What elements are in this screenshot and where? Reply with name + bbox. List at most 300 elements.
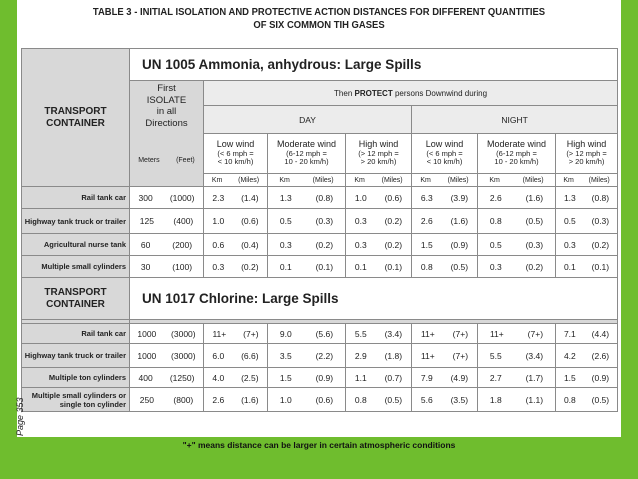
value-pair: [412, 373, 477, 383]
distance-cell: [556, 324, 618, 344]
km-value: 0.3: [354, 216, 367, 226]
km-unit: Km: [489, 176, 500, 184]
km-value: 0.8: [489, 216, 502, 226]
distance-cell: [412, 324, 478, 344]
meters-value: 300: [138, 192, 153, 203]
km-value: 2.6: [489, 192, 502, 203]
wind-label: Low wind: [216, 139, 255, 150]
protect-header: [204, 81, 618, 106]
table-row: [22, 234, 618, 256]
units-cell: [346, 174, 412, 187]
container-label: CONTAINER: [46, 298, 105, 310]
isolate-cell: [130, 256, 204, 278]
miles-unit: (Miles): [588, 176, 610, 184]
miles-value: (1.7): [525, 372, 544, 383]
km-value: 1.5: [279, 372, 292, 383]
units-cell: [268, 174, 346, 187]
km-value: 11+: [420, 350, 435, 361]
wind-range: 10 - 20 km/h): [494, 157, 539, 167]
miles-value: (0.5): [450, 261, 469, 272]
km-value: 1.0: [354, 192, 367, 203]
value-pair: [204, 262, 267, 272]
km-value: 7.1: [563, 328, 576, 339]
miles-value: (0.9): [450, 239, 469, 250]
gas-2-name: UN 1017 Chlorine: Large Spills: [130, 278, 618, 320]
row-label: Rail tank car: [22, 324, 130, 344]
units-pair: [556, 177, 617, 184]
day-moderate-wind-header: [268, 134, 346, 174]
miles-value: (1.4): [241, 192, 259, 203]
units-pair: [412, 177, 477, 184]
value-pair: [204, 193, 267, 203]
units-cell: [556, 174, 618, 187]
row-label: Agricultural nurse tank: [22, 234, 130, 256]
km-unit: Km: [354, 176, 365, 184]
miles-value: (0.5): [591, 394, 610, 405]
km-value: 3.5: [279, 350, 292, 361]
value-pair: [268, 373, 345, 383]
value-pair: [346, 216, 411, 226]
meters-value: 1000: [137, 350, 157, 361]
wind-range: (6-12 mph =: [496, 148, 537, 158]
wind-range: 10 - 20 km/h): [284, 157, 329, 167]
distance-cell: [204, 187, 268, 209]
km-value: 2.9: [354, 350, 367, 361]
distance-cell: [478, 209, 556, 234]
miles-value: (0.1): [315, 261, 334, 272]
distance-cell: [204, 256, 268, 278]
wind-range: (> 12 mph =: [566, 148, 607, 158]
distance-cell: [346, 368, 412, 388]
meters-value: 1000: [137, 328, 157, 339]
miles-value: (0.8): [315, 192, 334, 203]
miles-unit: (Miles): [238, 176, 260, 184]
feet-value: (1000): [169, 192, 195, 203]
table-row: [22, 324, 618, 344]
value-pair: [204, 373, 267, 383]
night-low-wind-header: [412, 134, 478, 174]
meters-value: 30: [140, 261, 151, 272]
miles-value: (1.6): [241, 394, 259, 405]
distance-cell: [556, 388, 618, 412]
row-label: Highway tank truck or trailer: [22, 344, 130, 368]
row-label: Rail tank car: [22, 187, 130, 209]
miles-value: (4.4): [591, 328, 610, 339]
miles-value: (7+): [243, 328, 259, 339]
value-pair: [346, 240, 411, 250]
km-value: 2.7: [489, 372, 502, 383]
km-value: 1.0: [279, 394, 292, 405]
units-cell: [204, 174, 268, 187]
km-value: 6.0: [212, 350, 225, 361]
value-pair: [346, 193, 411, 203]
value-pair: [478, 240, 555, 250]
protect-text: PROTECT: [354, 88, 393, 98]
distance-cell: [556, 344, 618, 368]
miles-value: (0.3): [525, 239, 544, 250]
miles-value: (0.6): [384, 192, 403, 203]
first-isolate-line: Directions: [145, 117, 188, 129]
km-value: 0.3: [279, 239, 292, 250]
row-label: Multiple small cylinders or single ton cylinder: [22, 388, 130, 412]
title-line-1: TABLE 3 - INITIAL ISOLATION AND PROTECTIVE ACTION DISTANCES FOR DIFFERENT QUANTITIES: [92, 6, 546, 18]
units-cell: [412, 174, 478, 187]
table-row: [22, 256, 618, 278]
isolate-cell: [130, 344, 204, 368]
isolate-units: [130, 155, 203, 167]
feet-value: (200): [172, 239, 193, 250]
miles-value: (0.5): [525, 216, 544, 226]
km-value: 0.3: [563, 239, 576, 250]
km-value: 11+: [212, 328, 227, 339]
table-row: [22, 209, 618, 234]
miles-unit: (Miles): [381, 176, 403, 184]
distance-cell: [268, 234, 346, 256]
value-pair: [556, 373, 617, 383]
distance-cell: [268, 344, 346, 368]
wind-range: (< 6 mph =: [217, 148, 254, 158]
distance-cell: [204, 324, 268, 344]
miles-value: (0.1): [591, 261, 610, 272]
miles-value: (0.2): [525, 261, 544, 272]
distance-cell: [346, 388, 412, 412]
value-pair: [204, 329, 267, 339]
distance-cell: [268, 209, 346, 234]
units-pair: [478, 177, 555, 184]
km-value: 0.5: [279, 216, 292, 226]
miles-value: (4.9): [450, 372, 469, 383]
persons-text: persons Downwind during: [394, 88, 488, 98]
night-moderate-wind-header: [478, 134, 556, 174]
distance-cell: [478, 256, 556, 278]
km-value: 0.1: [354, 261, 367, 272]
value-pair: [268, 240, 345, 250]
value-pair: [556, 329, 617, 339]
value-pair: [478, 351, 555, 361]
meters-value: 400: [138, 372, 153, 383]
km-unit: Km: [279, 176, 290, 184]
night-high-wind-header: [556, 134, 618, 174]
transport-container-header: [22, 49, 130, 187]
miles-unit: (Miles): [522, 176, 544, 184]
miles-value: (2.5): [241, 372, 259, 383]
miles-value: (5.6): [315, 328, 334, 339]
km-value: 0.8: [354, 394, 367, 405]
km-value: 4.0: [212, 372, 225, 383]
distance-cell: [412, 187, 478, 209]
value-pair: [268, 351, 345, 361]
value-pair: [268, 216, 345, 226]
first-isolate-line: ISOLATE: [146, 94, 187, 106]
miles-value: (2.2): [315, 350, 334, 361]
isolate-cell: [130, 187, 204, 209]
value-pair: [268, 329, 345, 339]
distance-cell: [346, 234, 412, 256]
distances-table: [21, 48, 618, 412]
wind-label: Moderate wind: [276, 139, 337, 150]
miles-value: (2.6): [591, 350, 610, 361]
distance-cell: [346, 256, 412, 278]
km-value: 5.5: [489, 350, 502, 361]
miles-value: (0.2): [384, 216, 403, 226]
value-pair: [412, 193, 477, 203]
value-pair: [204, 240, 267, 250]
value-pair: [556, 216, 617, 226]
value-pair: [556, 351, 617, 361]
value-pair: [412, 351, 477, 361]
value-pair: [204, 216, 267, 226]
km-unit: Km: [563, 176, 574, 184]
km-value: 7.9: [420, 372, 433, 383]
miles-value: (0.6): [315, 394, 334, 405]
km-value: 2.6: [420, 216, 433, 226]
value-pair: [478, 262, 555, 272]
miles-value: (0.3): [591, 216, 610, 226]
distance-cell: [412, 368, 478, 388]
wind-label: Low wind: [425, 139, 464, 150]
feet-value: (400): [173, 216, 194, 226]
value-pair: [204, 395, 267, 405]
value-pair: [204, 351, 267, 361]
km-value: 2.6: [212, 394, 225, 405]
distance-cell: [412, 209, 478, 234]
value-pair: [556, 395, 617, 405]
value-pair: [268, 262, 345, 272]
distance-cell: [556, 209, 618, 234]
miles-value: (1.6): [450, 216, 469, 226]
feet-value: (800): [173, 394, 194, 405]
value-pair: [478, 329, 555, 339]
miles-value: (0.4): [241, 239, 259, 250]
distance-cell: [268, 187, 346, 209]
row-label: Highway tank truck or trailer: [22, 209, 130, 234]
km-value: 5.6: [420, 394, 433, 405]
units-cell: [478, 174, 556, 187]
km-value: 1.3: [279, 192, 292, 203]
miles-value: (0.9): [315, 372, 334, 383]
transport-container-header-2: [22, 278, 130, 320]
isolate-pair: [130, 351, 203, 361]
miles-value: (3.5): [450, 394, 469, 405]
isolate-pair: [130, 240, 203, 250]
km-value: 0.3: [354, 239, 367, 250]
night-header: NIGHT: [412, 106, 618, 134]
isolate-pair: [130, 193, 203, 203]
isolate-cell: [130, 368, 204, 388]
miles-value: (0.2): [315, 239, 334, 250]
distance-cell: [412, 256, 478, 278]
km-value: 0.5: [563, 216, 576, 226]
first-isolate-line: in all: [156, 106, 177, 117]
wind-range: < 10 km/h): [426, 157, 463, 167]
distance-cell: [556, 368, 618, 388]
km-value: 0.3: [489, 261, 502, 272]
distance-cell: [268, 324, 346, 344]
km-value: 1.3: [563, 192, 576, 203]
row-label: Multiple small cylinders: [22, 256, 130, 278]
distance-cell: [346, 344, 412, 368]
isolate-pair: [130, 216, 203, 226]
feet-value: (3000): [171, 350, 196, 361]
day-header: DAY: [204, 106, 412, 134]
miles-unit: (Miles): [447, 176, 469, 184]
first-isolate-header: [130, 81, 204, 187]
wind-range: > 20 km/h): [360, 157, 397, 167]
isolate-pair: [130, 395, 203, 405]
value-pair: [556, 193, 617, 203]
distance-cell: [556, 187, 618, 209]
distance-cell: [268, 388, 346, 412]
meters-value: 125: [139, 216, 154, 226]
isolate-cell: [130, 209, 204, 234]
container-label: CONTAINER: [46, 117, 105, 129]
gas-1-name: UN 1005 Ammonia, anhydrous: Large Spills: [130, 49, 618, 81]
distance-cell: [268, 256, 346, 278]
miles-value: (7+): [527, 328, 544, 339]
isolate-cell: [130, 388, 204, 412]
miles-value: (3.4): [525, 350, 544, 361]
isolate-pair: [130, 329, 203, 339]
km-value: 4.2: [563, 350, 576, 361]
km-value: 9.0: [279, 328, 292, 339]
value-pair: [556, 262, 617, 272]
miles-value: (0.2): [384, 239, 403, 250]
distance-cell: [346, 324, 412, 344]
distance-cell: [204, 388, 268, 412]
wind-range: (< 6 mph =: [426, 148, 463, 158]
feet-value: (1250): [169, 372, 195, 383]
distance-cell: [204, 234, 268, 256]
miles-value: (3.4): [384, 328, 403, 339]
value-pair: [346, 373, 411, 383]
units-pair: [204, 177, 267, 184]
value-pair: [346, 351, 411, 361]
km-value: 1.8: [489, 394, 502, 405]
value-pair: [346, 395, 411, 405]
value-pair: [478, 216, 555, 226]
km-unit: Km: [211, 176, 223, 184]
km-value: 0.6: [212, 239, 225, 250]
miles-value: (0.1): [384, 261, 403, 272]
value-pair: [412, 395, 477, 405]
feet-value: (3000): [171, 328, 196, 339]
transport-label: TRANSPORT: [44, 286, 107, 298]
miles-value: (1.6): [525, 192, 544, 203]
distance-cell: [478, 344, 556, 368]
day-high-wind-header: [346, 134, 412, 174]
miles-value: (7+): [452, 328, 469, 339]
km-value: 2.3: [212, 192, 225, 203]
title-line-2: OF SIX COMMON TIH GASES: [253, 19, 385, 31]
miles-value: (0.3): [315, 216, 334, 226]
distance-cell: [556, 234, 618, 256]
wind-label: Moderate wind: [486, 139, 547, 150]
km-value: 1.5: [563, 372, 576, 383]
table-row: [22, 388, 618, 412]
meters-value: 60: [140, 239, 151, 250]
page-number: Page 353: [15, 397, 25, 436]
km-value: 0.8: [563, 394, 576, 405]
distance-cell: [412, 344, 478, 368]
km-value: 1.1: [354, 372, 367, 383]
miles-value: (1.1): [525, 394, 544, 405]
miles-value: (0.6): [241, 216, 259, 226]
distance-cell: [478, 324, 556, 344]
then-text: Then: [334, 88, 353, 98]
distance-cell: [268, 368, 346, 388]
miles-value: (3.9): [450, 192, 469, 203]
value-pair: [412, 262, 477, 272]
miles-value: (0.5): [384, 394, 403, 405]
table-row: [22, 187, 618, 209]
km-value: 0.3: [212, 261, 225, 272]
feet-value: (100): [172, 261, 193, 272]
miles-value: (0.7): [384, 372, 403, 383]
isolate-cell: [130, 324, 204, 344]
distance-cell: [412, 388, 478, 412]
miles-value: (0.2): [241, 261, 259, 272]
distance-cell: [556, 256, 618, 278]
distance-cell: [478, 388, 556, 412]
miles-value: (7+): [452, 350, 469, 361]
distance-cell: [478, 234, 556, 256]
km-value: 0.8: [420, 261, 433, 272]
wind-range: (6-12 mph =: [286, 148, 327, 158]
distance-cell: [346, 209, 412, 234]
miles-value: (0.9): [591, 372, 610, 383]
miles-value: (0.2): [591, 239, 610, 250]
row-label: Multiple ton cylinders: [22, 368, 130, 388]
distance-cell: [204, 209, 268, 234]
km-value: 11+: [420, 328, 435, 339]
km-value: 1.0: [212, 216, 225, 226]
value-pair: [346, 329, 411, 339]
value-pair: [412, 216, 477, 226]
distance-cell: [204, 344, 268, 368]
wind-label: High wind: [566, 139, 607, 150]
distance-cell: [346, 187, 412, 209]
units-pair: [346, 177, 411, 184]
table-title: [47, 6, 591, 32]
km-value: 1.5: [420, 239, 433, 250]
transport-label: TRANSPORT: [44, 105, 107, 117]
km-value: 0.5: [489, 239, 502, 250]
km-unit: Km: [420, 176, 431, 184]
distance-cell: [478, 368, 556, 388]
wind-range: > 20 km/h): [568, 157, 605, 167]
value-pair: [478, 395, 555, 405]
value-pair: [268, 193, 345, 203]
value-pair: [268, 395, 345, 405]
km-value: 6.3: [420, 192, 433, 203]
km-value: 11+: [489, 328, 504, 339]
km-value: 0.1: [279, 261, 292, 272]
isolate-pair: [130, 262, 203, 272]
value-pair: [478, 193, 555, 203]
isolate-pair: [130, 373, 203, 383]
miles-unit: (Miles): [312, 176, 334, 184]
value-pair: [412, 329, 477, 339]
units-pair: [268, 177, 345, 184]
wind-label: High wind: [358, 139, 399, 150]
wind-range: < 10 km/h): [217, 157, 254, 167]
distance-cell: [412, 234, 478, 256]
miles-value: (1.8): [384, 350, 403, 361]
value-pair: [556, 240, 617, 250]
km-value: 5.5: [354, 328, 367, 339]
value-pair: [346, 262, 411, 272]
table-row: [22, 368, 618, 388]
